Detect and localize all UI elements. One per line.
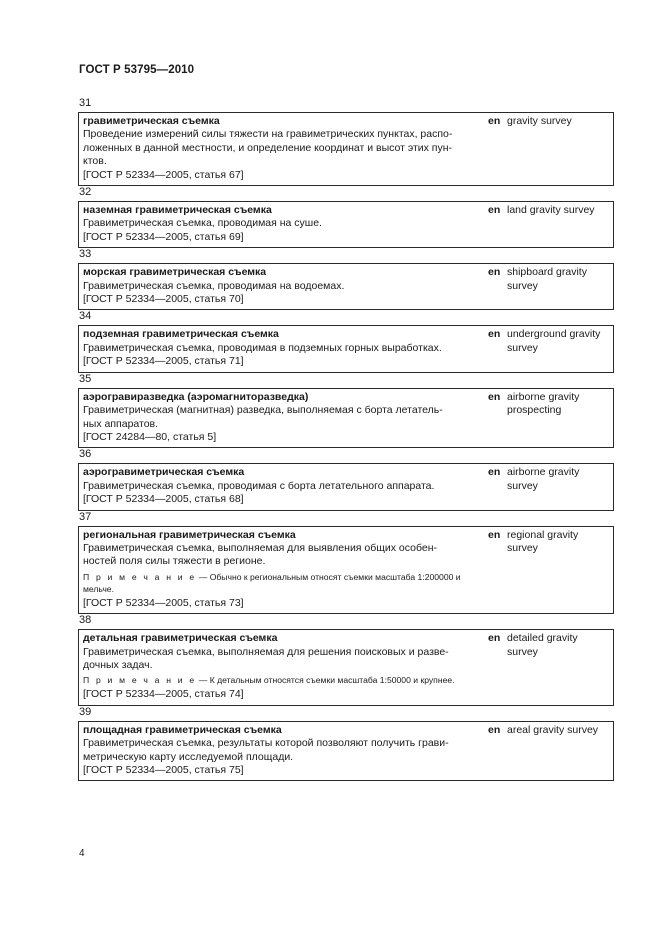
note-label: П р и м е ч а н и е	[83, 675, 197, 686]
term-entry	[78, 448, 614, 510]
english-equivalent	[488, 266, 610, 293]
note-label: П р и м е ч а н и е	[83, 571, 197, 582]
english-equivalent	[488, 204, 610, 217]
language-code: en	[488, 204, 501, 217]
term-box	[78, 629, 614, 706]
term-definition	[83, 342, 473, 355]
definition-line: метрическую карту исследуемой площади.	[83, 750, 294, 763]
term-source: [ГОСТ Р 52334—2005, статья 68]	[83, 493, 244, 506]
term-box	[78, 388, 614, 449]
term-box	[78, 201, 614, 248]
language-code: en	[488, 723, 501, 736]
term-number: 36	[79, 448, 92, 461]
term-body	[83, 328, 473, 368]
language-code: en	[488, 528, 501, 541]
term-body	[83, 266, 473, 306]
definition-line: ных аппаратов.	[83, 417, 159, 430]
definition-line: Гравиметрическая съемка, проводимая с борта летательного аппарата.	[83, 479, 435, 492]
term-box	[78, 263, 614, 310]
term-source: [ГОСТ Р 52334—2005, статья 75]	[83, 764, 244, 776]
term-entry	[78, 310, 614, 372]
term-title: аэрогравиметрическая съемка	[83, 466, 245, 479]
term-title: наземная гравиметрическая съемка	[83, 204, 272, 217]
term-title: площадная гравиметрическая съемка	[83, 723, 282, 736]
definition-line: Гравиметрическая съемка, проводимая на суше.	[83, 217, 322, 230]
term-entry	[78, 97, 614, 186]
term-body	[83, 529, 473, 611]
term-body	[83, 115, 473, 182]
term-definition	[83, 280, 473, 293]
language-code: en	[488, 390, 501, 403]
term-number: 35	[79, 372, 92, 385]
term-source: [ГОСТ Р 52334—2005, статья 71]	[83, 355, 244, 368]
term-body	[83, 724, 473, 778]
term-source: [ГОСТ Р 52334—2005, статья 67]	[83, 168, 244, 181]
term-definition	[83, 404, 473, 431]
term-body	[83, 391, 473, 445]
definition-line: Гравиметрическая съемка, проводимая в подземных горных выработках.	[83, 341, 442, 354]
language-code: en	[488, 266, 501, 279]
term-source: [ГОСТ Р 52334—2005, статья 73]	[83, 596, 244, 609]
term-number: 39	[79, 705, 92, 718]
term-number: 37	[79, 510, 92, 523]
definition-line: Проведение измерений силы тяжести на гравиметрических пунктах, распо-	[83, 128, 453, 141]
english-term: shipboard gravity survey	[507, 266, 587, 292]
term-entry	[78, 614, 614, 706]
term-note	[83, 674, 473, 686]
term-box	[78, 526, 614, 615]
terms-list	[78, 97, 614, 781]
english-equivalent	[488, 724, 610, 737]
english-equivalent	[488, 632, 610, 659]
term-entry	[78, 373, 614, 449]
note-text: — Обычно к региональным относят съемки масштаба 1:200000 и мельче.	[83, 571, 461, 594]
term-box	[78, 112, 614, 186]
term-note	[83, 571, 473, 595]
term-source: [ГОСТ Р 52334—2005, статья 69]	[83, 230, 244, 243]
english-equivalent	[488, 529, 610, 556]
term-definition	[83, 128, 473, 168]
english-term: land gravity survey	[507, 204, 595, 217]
term-definition	[83, 480, 473, 493]
english-term: detailed gravity survey	[507, 632, 578, 658]
english-equivalent	[488, 115, 610, 128]
english-term: underground gravity survey	[507, 328, 601, 354]
definition-line: ктов.	[83, 155, 107, 168]
term-box	[78, 325, 614, 372]
language-code: en	[488, 466, 501, 479]
term-source: [ГОСТ 24284—80, статья 5]	[83, 430, 217, 443]
term-box	[78, 721, 614, 782]
english-equivalent	[488, 328, 610, 355]
term-number: 34	[79, 310, 92, 323]
term-number: 32	[79, 186, 92, 199]
term-definition	[83, 542, 473, 569]
term-number: 31	[79, 97, 92, 109]
term-definition	[83, 217, 473, 230]
definition-line: Гравиметрическая съемка, выполняемая для решения поисковых и разве-	[83, 645, 449, 658]
term-title: детальная гравиметрическая съемка	[83, 632, 278, 645]
term-title: подземная гравиметрическая съемка	[83, 328, 279, 341]
term-number: 38	[79, 614, 92, 627]
english-term: airborne gravity survey	[507, 466, 580, 492]
definition-line: Гравиметрическая (магнитная) разведка, выполняемая с борта летатель-	[83, 404, 443, 417]
term-body	[83, 466, 473, 506]
english-term: airborne gravity prospecting	[507, 390, 580, 417]
definition-line: дочных задач.	[83, 658, 153, 671]
term-entry	[78, 511, 614, 615]
page-number: 4	[79, 848, 85, 859]
language-code: en	[488, 115, 501, 127]
term-title: аэрогравиразведка (аэромагниторазведка)	[83, 390, 309, 403]
term-body	[83, 632, 473, 702]
term-number: 33	[79, 248, 92, 261]
definition-line: Гравиметрическая съемка, выполняемая для выявления общих особен-	[83, 541, 438, 554]
language-code: en	[488, 632, 501, 645]
term-title: морская гравиметрическая съемка	[83, 266, 267, 279]
english-equivalent	[488, 466, 610, 493]
english-term: gravity survey	[507, 115, 572, 127]
term-source: [ГОСТ Р 52334—2005, статья 74]	[83, 688, 244, 701]
definition-line: Гравиметрическая съемка, результаты которой позволяют получить грави-	[83, 737, 449, 750]
definition-line: ложенных в данной местности, и определение координат и высот этих пун-	[83, 141, 453, 154]
term-title: региональная гравиметрическая съемка	[83, 528, 296, 541]
term-box	[78, 463, 614, 510]
term-entry	[78, 248, 614, 310]
term-entry	[78, 706, 614, 782]
term-definition	[83, 737, 473, 764]
english-term: regional gravity survey	[507, 528, 579, 554]
term-source: [ГОСТ Р 52334—2005, статья 70]	[83, 293, 244, 306]
english-equivalent	[488, 391, 610, 418]
term-body	[83, 204, 473, 244]
document-header: ГОСТ Р 53795—2010	[79, 64, 195, 76]
definition-line: ностей поля силы тяжести в регионе.	[83, 555, 266, 568]
english-term: areal gravity survey	[507, 723, 599, 736]
term-title: гравиметрическая съемка	[83, 115, 220, 127]
term-entry	[78, 186, 614, 248]
note-text: — К детальным относятся съемки масштаба 1:50000 и крупнее.	[196, 675, 455, 686]
definition-line: Гравиметрическая съемка, проводимая на водоемах.	[83, 279, 345, 292]
language-code: en	[488, 328, 501, 341]
term-definition	[83, 646, 473, 673]
